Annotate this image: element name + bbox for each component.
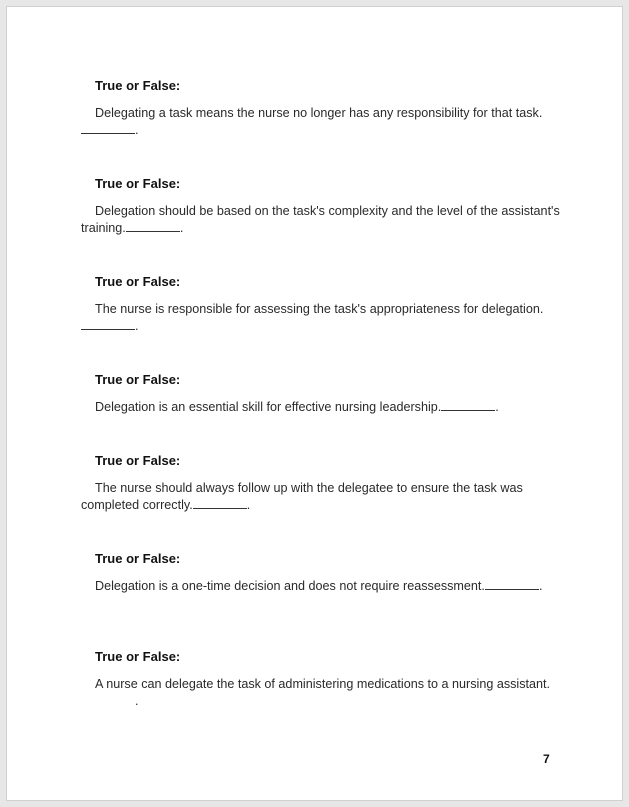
statement: Delegation should be based on the task's complexity and the level of the assistant's training.: [81, 204, 560, 235]
question-text: [81, 105, 561, 139]
question-text: [81, 480, 561, 514]
statement: The nurse is responsible for assessing the task's appropriateness for delegation.: [95, 302, 544, 316]
statement: A nurse can delegate the task of administering medications to a nursing assistant.: [95, 677, 551, 691]
answer-blank[interactable]: [81, 122, 135, 134]
question-heading: True or False:: [95, 453, 181, 468]
answer-blank[interactable]: [485, 578, 539, 590]
question-6: [81, 551, 561, 595]
answer-blank[interactable]: [193, 497, 247, 509]
question-text: [81, 676, 561, 710]
question-text: [81, 301, 561, 335]
question-heading: True or False:: [95, 551, 181, 566]
question-5: [81, 453, 561, 514]
statement: Delegating a task means the nurse no longer has any responsibility for that task.: [95, 106, 543, 120]
question-2: [81, 176, 561, 237]
question-heading: True or False:: [95, 372, 181, 387]
question-heading: True or False:: [95, 649, 181, 664]
end-mark: .: [135, 123, 139, 137]
end-mark: .: [179, 221, 184, 235]
question-7: [81, 649, 561, 710]
end-mark: .: [495, 400, 499, 414]
question-heading: True or False:: [95, 176, 181, 191]
answer-blank[interactable]: [81, 693, 135, 705]
answer-blank[interactable]: [81, 318, 135, 330]
question-4: [81, 372, 561, 416]
question-text: [81, 578, 561, 595]
answer-blank[interactable]: [126, 220, 180, 232]
question-text: [81, 203, 561, 237]
document-page: [6, 6, 623, 801]
question-heading: True or False:: [95, 78, 181, 93]
statement: Delegation is a one-time decision and does not require reassessment.: [95, 579, 485, 593]
statement: The nurse should always follow up with the delegatee to ensure the task was completed correctly.: [81, 481, 523, 512]
question-3: [81, 274, 561, 335]
question-text: [81, 399, 561, 416]
end-mark: .: [135, 694, 139, 708]
end-mark: .: [135, 319, 139, 333]
answer-blank[interactable]: [441, 399, 495, 411]
page-number: 7: [543, 752, 550, 766]
question-heading: True or False:: [95, 274, 181, 289]
statement: Delegation is an essential skill for effective nursing leadership.: [95, 400, 442, 414]
question-1: [81, 78, 561, 139]
end-mark: .: [538, 579, 543, 593]
end-mark: .: [246, 498, 251, 512]
